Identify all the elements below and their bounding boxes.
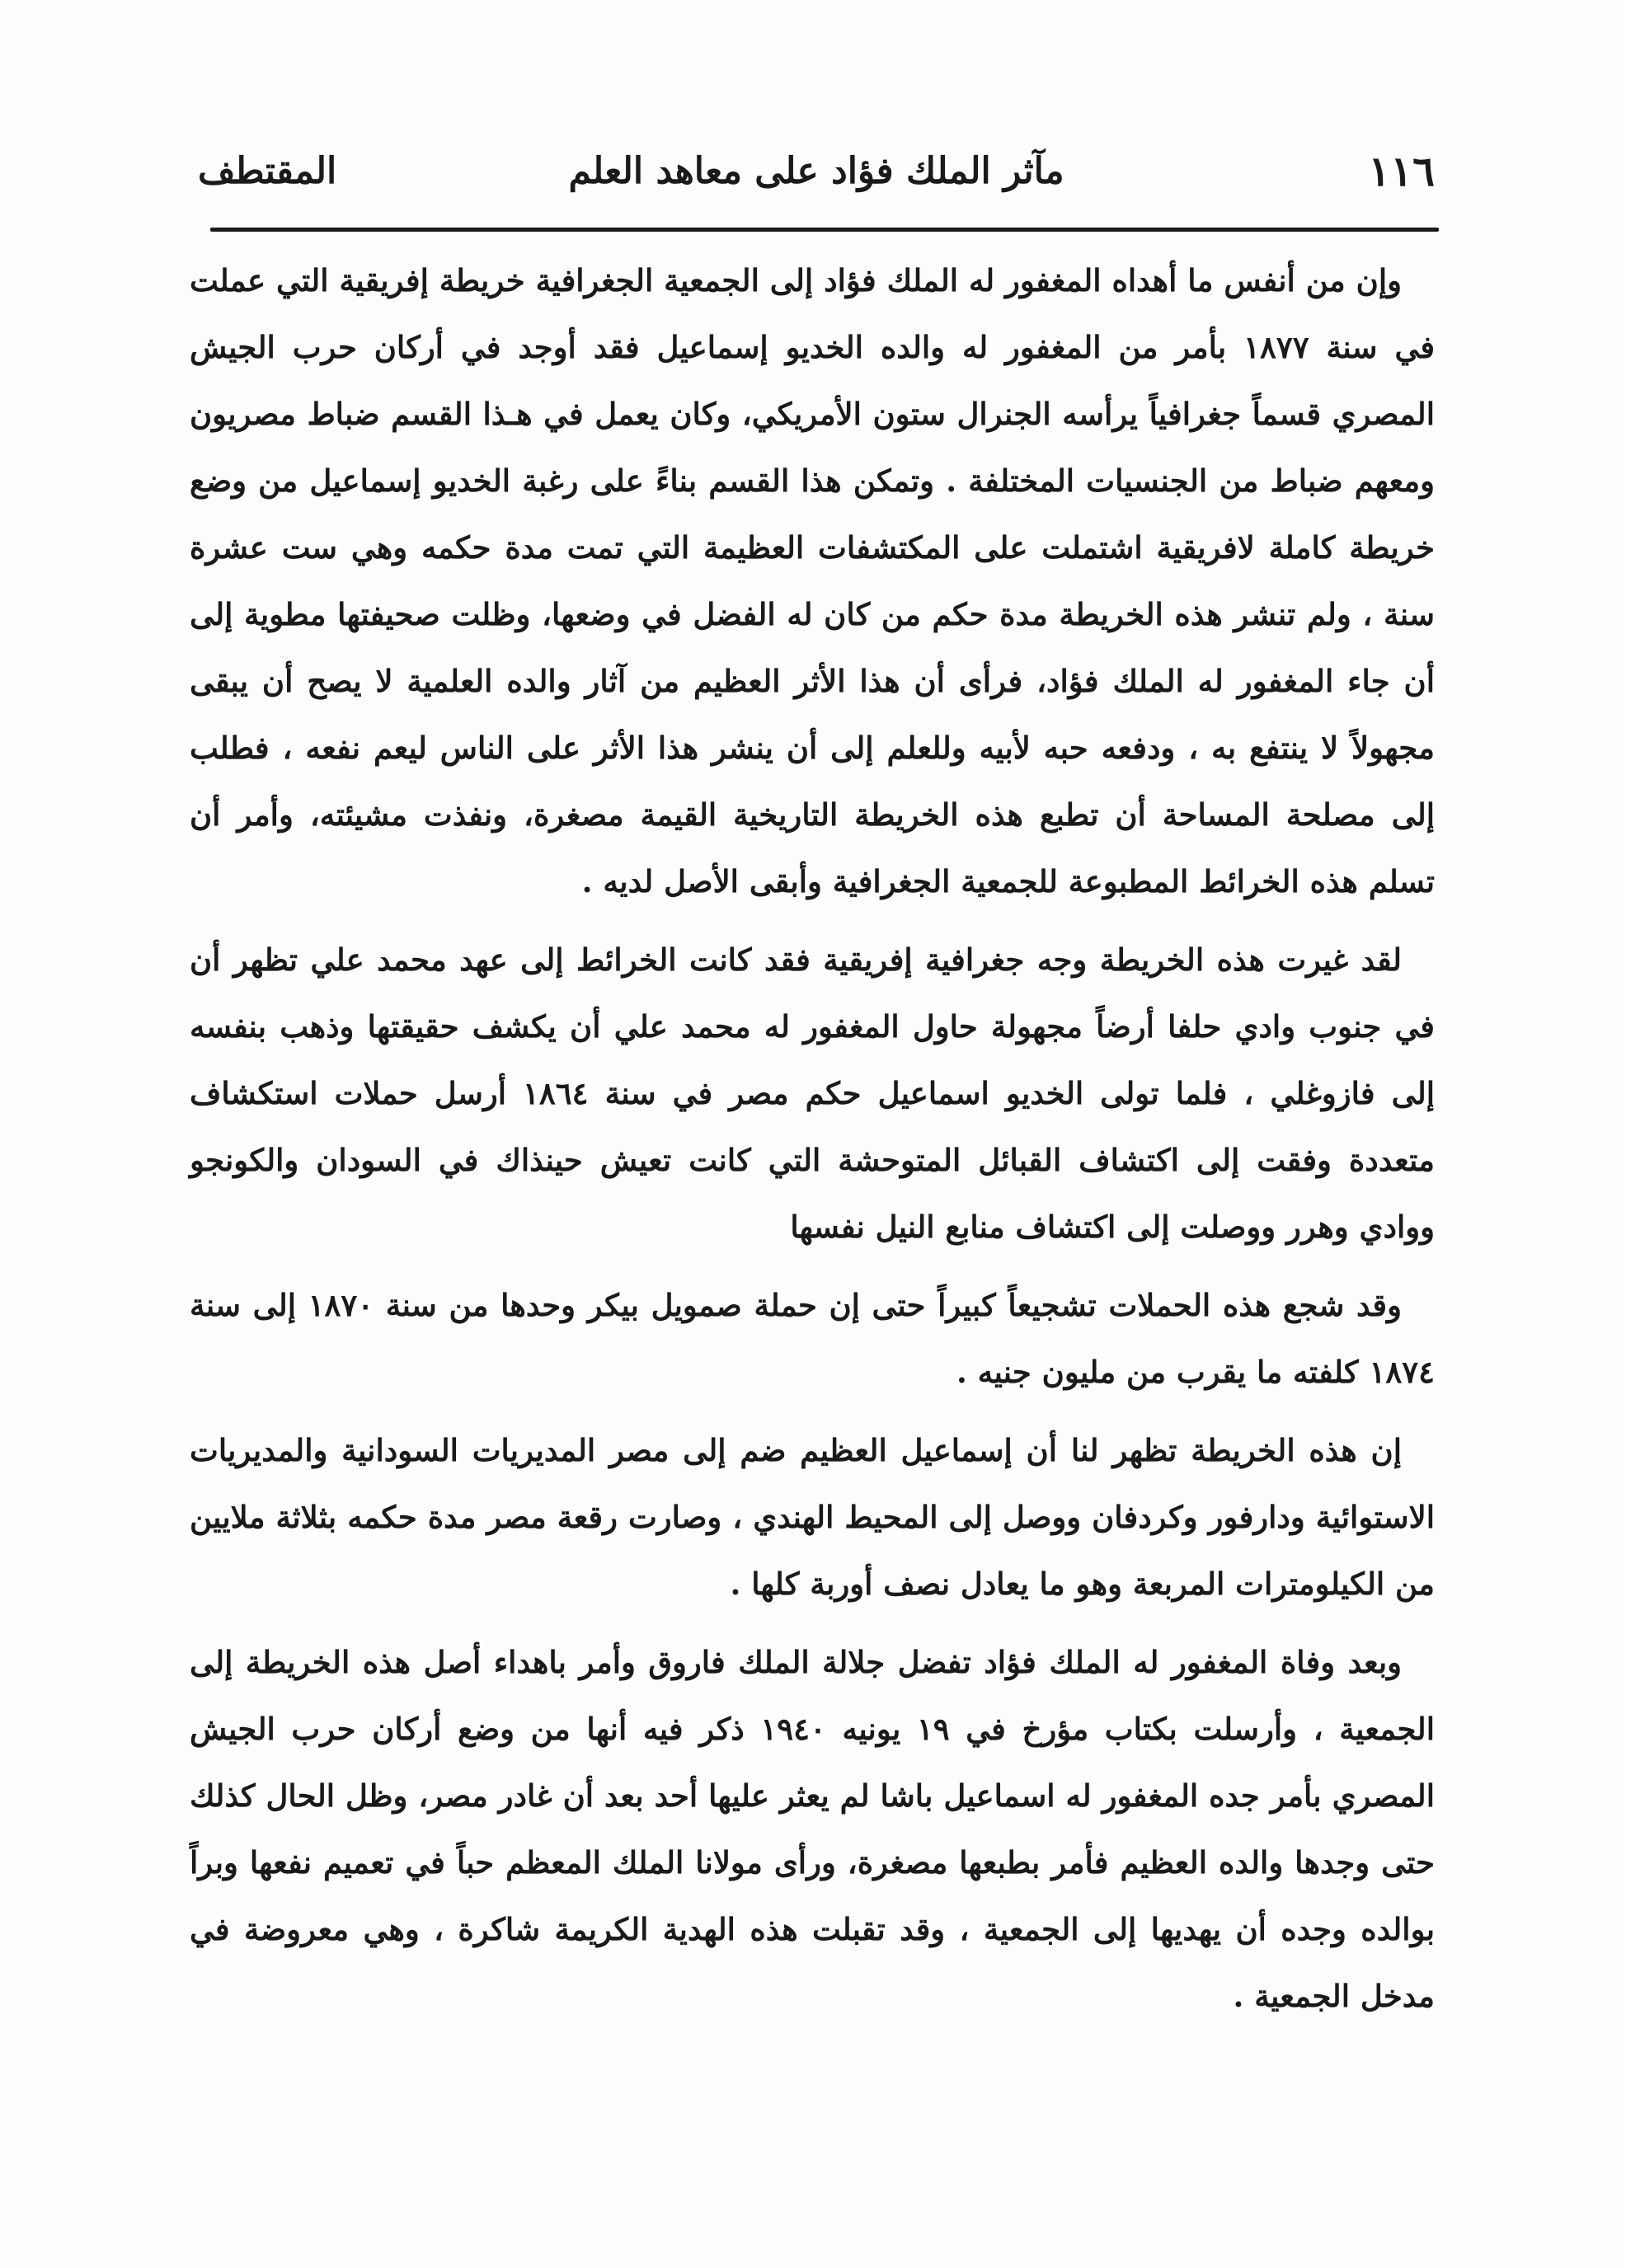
paragraph: وإن من أنفس ما أهداه المغفور له الملك فؤاد إلى الجمعية الجغرافية خريطة إفريقية التي عملت في سنة ١٨٧٧ بأمر من المغفور له والده الخديو إسماعيل فقد أوجد في أركان حرب الجيش المصري قسماً جغرافياً يرأسه الجنرال ستون الأمريكي، وكان يعمل في هـذا القسم ضباط مصريون ومعهم ضباط من الجنسيات المختلفة . وتمكن هذا القسم بناءً على رغبة الخديو إسماعيل من وضع خريطة كاملة لافريقية اشتملت على المكتشفات العظيمة التي تمت مدة حكمه وهي ست عشرة سنة ، ولم تنشر هذه الخريطة مدة حكم من كان له الفضل في وضعها، وظلت صحيفتها مطوية إلى أن جاء المغفور له الملك فؤاد، فرأى أن هذا الأثر العظيم من آثار والده العلمية لا يصح أن يبقى مجهولاً لا ينتفع به ، ودفعه حبه لأبيه وللعلم إلى أن ينشر هذا الأثر على الناس ليعم نفعه ، فطلب إلى مصلحة المساحة أن تطبع هذه الخريطة التاريخية القيمة مصغرة، ونفذت مشيئته، وأمر أن تسلم هذه الخرائط المطبوعة للجمعية الجغرافية وأبقى الأصل لديه . <box>190 262 1436 899</box>
article-body <box>190 247 1435 2041</box>
paragraph: لقد غيرت هذه الخريطة وجه جغرافية إفريقية فقد كانت الخرائط إلى عهد محمد علي تظهر أن في جنوب وادي حلفا أرضاً مجهولة حاول المغفور له محمد علي أن يكشف حقيقتها وذهب بنفسه إلى فازوغلي ، فلما تولى الخديو اسماعيل حكم مصر في سنة ١٨٦٤ أرسل حملات استكشاف متعددة وفقت إلى اكتشاف القبائل المتوحشة التي كانت تعيش حينذاك في السودان والكونجو ووادي وهرر ووصلت إلى اكتشاف منابع النيل نفسها <box>190 941 1435 1245</box>
running-title: مآثر الملك فؤاد على معاهد العلم <box>568 150 1064 192</box>
paragraph: وقد شجع هذه الحملات تشجيعاً كبيراً حتى إن حملة صمويل بيكر وحدها من سنة ١٨٧٠ إلى سنة ١٨٧٤ كلفته ما يقرب من مليون جنيه . <box>190 1287 1435 1390</box>
paragraph: إن هذه الخريطة تظهر لنا أن إسماعيل العظيم ضم إلى مصر المديريات السودانية والمديريات الاستوائية ودارفور وكردفان ووصل إلى المحيط الهندي ، وصارت رقعة مصر مدة حكمه بثلاثة ملايين من الكيلومترات المربعة وهو ما يعادل نصف أوربة كلها . <box>190 1432 1435 1602</box>
journal-name: المقتطف <box>198 150 337 192</box>
page-number: ١١٦ <box>1368 147 1435 195</box>
page-header <box>198 147 1435 204</box>
header-rule <box>210 228 1439 232</box>
paragraph: وبعد وفاة المغفور له الملك فؤاد تفضل جلالة الملك فاروق وأمر باهداء أصل هذه الخريطة إلى الجمعية ، وأرسلت بكتاب مؤرخ في ١٩ يونيه ١٩٤٠ ذكر فيه أنها من وضع أركان حرب الجيش المصري بأمر جده المغفور له اسماعيل باشا لم يعثر عليها أحد بعد أن غادر مصر، وظل الحال كذلك حتى وجدها والده العظيم فأمر بطبعها مصغرة، ورأى مولانا الملك المعظم حباً في تعميم نفعها وبراً بوالده وجده أن يهديها إلى الجمعية ، وقد تقبلت هذه الهدية الكريمة شاكرة ، وهي معروضة في مدخل الجمعية . <box>190 1644 1435 2014</box>
